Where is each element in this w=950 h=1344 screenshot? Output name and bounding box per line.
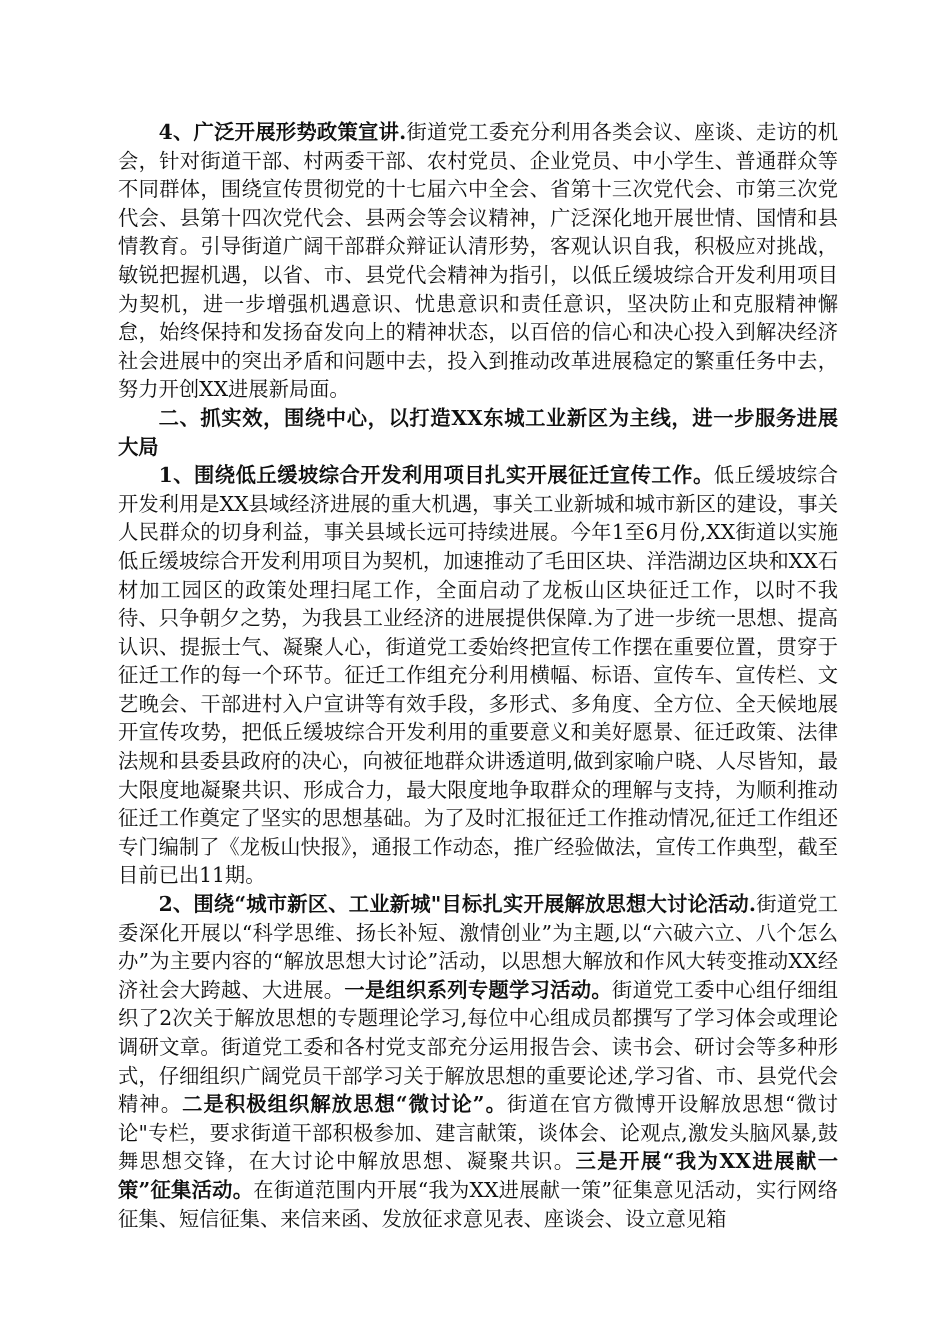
paragraph-lead: 1、围绕低丘缓坡综合开发利用项目扎实开展征迁宣传工作。	[158, 463, 714, 488]
point-heading: 一是组织系列专题学习活动。	[344, 977, 612, 1002]
point-heading: 二是积极组织解放思想“微讨论”。	[182, 1092, 507, 1117]
section-heading: 二、抓实效，围绕中心，以打造XX东城工业新区为主线，进一步服务进展大局	[118, 405, 838, 459]
document-page	[118, 118, 838, 1233]
paragraph-body: 街道党工委充分利用各类会议、座谈、走访的机会，针对街道干部、村两委干部、农村党员、企业党员、中小学生、普通群众等不同群体，围绕宣传贯彻党的十七届六中全会、省第十三次党代会、市第三次党代会、县第十四次党代会、县两会等会议精神，广泛深化地开展世情、国情和县情教育。引导街道广阔干部群众辩证认清形势，客观认识自我，积极应对挑战，敏锐把握机遇，以省、市、县党代会精神为指引，以低丘缓坡综合开发利用项目为契机，进一步增强机遇意识、忧患意识和责任意识，坚决防止和克服精神懈怠，始终保持和发扬奋发向上的精神状态，以百倍的信心和决心投入到解决经济社会进展中的突出矛盾和问题中去，投入到推动改革进展稳定的繁重任务中去，努力开创XX进展新局面。	[118, 120, 838, 402]
paragraph-thought-liberation	[118, 890, 838, 1233]
paragraph-lead: 2、围绕“城市新区、工业新城"目标扎实开展解放思想大讨论活动.	[158, 892, 756, 917]
paragraph-policy-publicity	[118, 118, 838, 404]
paragraph-lead: 4、广泛开展形势政策宣讲.	[158, 120, 407, 144]
paragraph-body: 街道党工委中心组仔细组织了2次关于解放思想的专题理论学习,每位中心组成员都撰写了学习体会或理论调研文章。街道党工委和各村党支部充分运用报告会、读书会、研讨会等多种形式，仔细组织广阔党员干部学习关于解放思想的重要论述,学习省、市、县党代会精神。	[118, 977, 838, 1117]
paragraph-body: 街道党工委深化开展以“科学思维、扬长补短、激情创业”为主题,以“六破六立、八个怎么办”为主要内容的“解放思想大讨论”活动，以思想大解放和作风大转变推动XX经济社会大跨越、大进展。	[118, 892, 838, 1002]
paragraph-body: 在街道范围内开展“我为XX进展献一策”征集意见活动，实行网络征集、短信征集、来信来函、发放征求意见表、座谈会、设立意见箱	[118, 1177, 838, 1231]
point-heading: 三是开展“我为XX进展献一策”征集活动。	[118, 1149, 838, 1202]
paragraph-relocation-publicity	[118, 461, 838, 890]
paragraph-body: 低丘缓坡综合开发利用是XX县域经济进展的重大机遇，事关工业新城和城市新区的建设，事关人民群众的切身利益，事关县域长远可持续进展。今年1至6月份,XX街道以实施低丘缓坡综合开发利用项目为契机，加速推动了毛田区块、洋浩湖边区块和XX石材加工园区的政策处理扫尾工作，全面启动了龙板山区块征迁工作，以时不我待、只争朝夕之势，为我县工业经济的进展提供保障.为了进一步统一思想、提高认识、提振士气、凝聚人心，街道党工委始终把宣传工作摆在重要位置，贯穿于征迁工作的每一个环节。征迁工作组充分利用横幅、标语、宣传车、宣传栏、文艺晚会、干部进村入户宣讲等有效手段，多形式、多角度、全方位、全天候地展开宣传攻势，把低丘缓坡综合开发利用的重要意义和美好愿景、征迁政策、法律法规和县委县政府的决心，向被征地群众讲透道明,做到家喻户晓、人尽皆知，最大限度地凝聚共识、形成合力，最大限度地争取群众的理解与支持，为顺利推动征迁工作奠定了坚实的思想基础。为了及时汇报征迁工作推动情况,征迁工作组还专门编制了《龙板山快报》，通报工作动态，推广经验做法，宣传工作典型，截至目前已出11期。	[118, 463, 838, 888]
paragraph-body: 街道在官方微博开设解放思想“微讨论"专栏，要求街道干部积极参加、建言献策，谈体会、论观点,激发头脑风暴,鼓舞思想交锋，在大讨论中解放思想、凝聚共识。	[118, 1092, 838, 1174]
